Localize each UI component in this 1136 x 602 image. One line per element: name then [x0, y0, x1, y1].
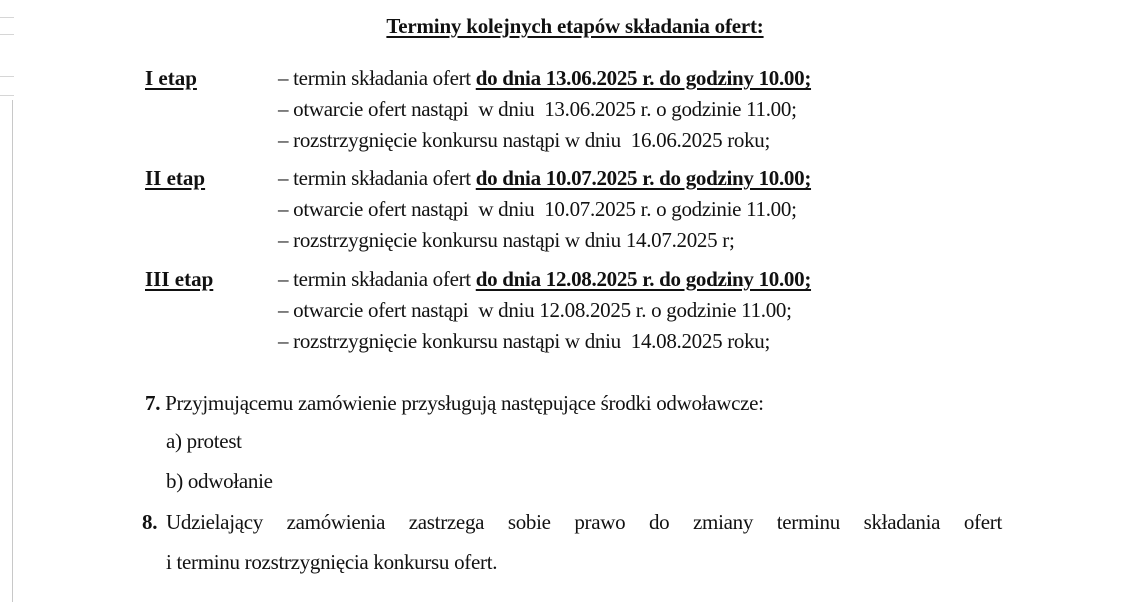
point-8-number — [142, 510, 157, 535]
section-title: Terminy kolejnych etapów składania ofert: — [386, 14, 764, 38]
point-8-text-line-1: Udzielający zamówienia zastrzega sobie prawo do zmiany terminu składania ofert — [166, 510, 1002, 534]
deadline-emphasis: do dnia 12.08.2025 r. do godziny 10.00; — [475, 267, 812, 291]
list-item: a) protest — [166, 429, 242, 453]
opening-line: – otwarcie ofert nastąpi w dniu 10.07.2025 r. o godzinie 11.00; — [278, 197, 797, 221]
scan-artifact-line — [0, 95, 14, 96]
deadline-emphasis: do dnia 10.07.2025 r. do godziny 10.00; — [475, 166, 812, 190]
point-number: 8. — [142, 510, 158, 534]
opening-line: – otwarcie ofert nastąpi w dniu 12.08.2025 r. o godzinie 11.00; — [278, 298, 792, 322]
point-text: Przyjmującemu zamówienie przysługują następujące środki odwoławcze: — [165, 391, 764, 415]
stage-label: II etap — [145, 166, 206, 190]
scan-page-edge — [12, 100, 13, 602]
stage-label: III etap — [145, 267, 214, 291]
submission-deadline-line — [278, 166, 811, 191]
stage-label: I etap — [145, 66, 197, 90]
point-8-text-line-2: i terminu rozstrzygnięcia konkursu ofert. — [166, 550, 498, 574]
line-text: – termin składania ofert — [278, 267, 476, 291]
submission-deadline-line — [278, 267, 811, 292]
line-text: – termin składania ofert — [278, 66, 476, 90]
submission-deadline-line — [278, 66, 811, 91]
opening-line: – otwarcie ofert nastąpi w dniu 13.06.2025 r. o godzinie 11.00; — [278, 97, 797, 121]
scan-artifact-line — [0, 76, 14, 77]
resolution-line: – rozstrzygnięcie konkursu nastąpi w dniu 16.06.2025 roku; — [278, 128, 771, 152]
resolution-line: – rozstrzygnięcie konkursu nastąpi w dniu 14.07.2025 r; — [278, 228, 735, 252]
point-7 — [145, 391, 764, 416]
point-number: 7. — [145, 391, 161, 415]
resolution-line: – rozstrzygnięcie konkursu nastąpi w dniu 14.08.2025 roku; — [278, 329, 771, 353]
list-item: b) odwołanie — [166, 469, 273, 493]
line-text: – termin składania ofert — [278, 166, 476, 190]
deadline-emphasis: do dnia 13.06.2025 r. do godziny 10.00; — [475, 66, 812, 90]
